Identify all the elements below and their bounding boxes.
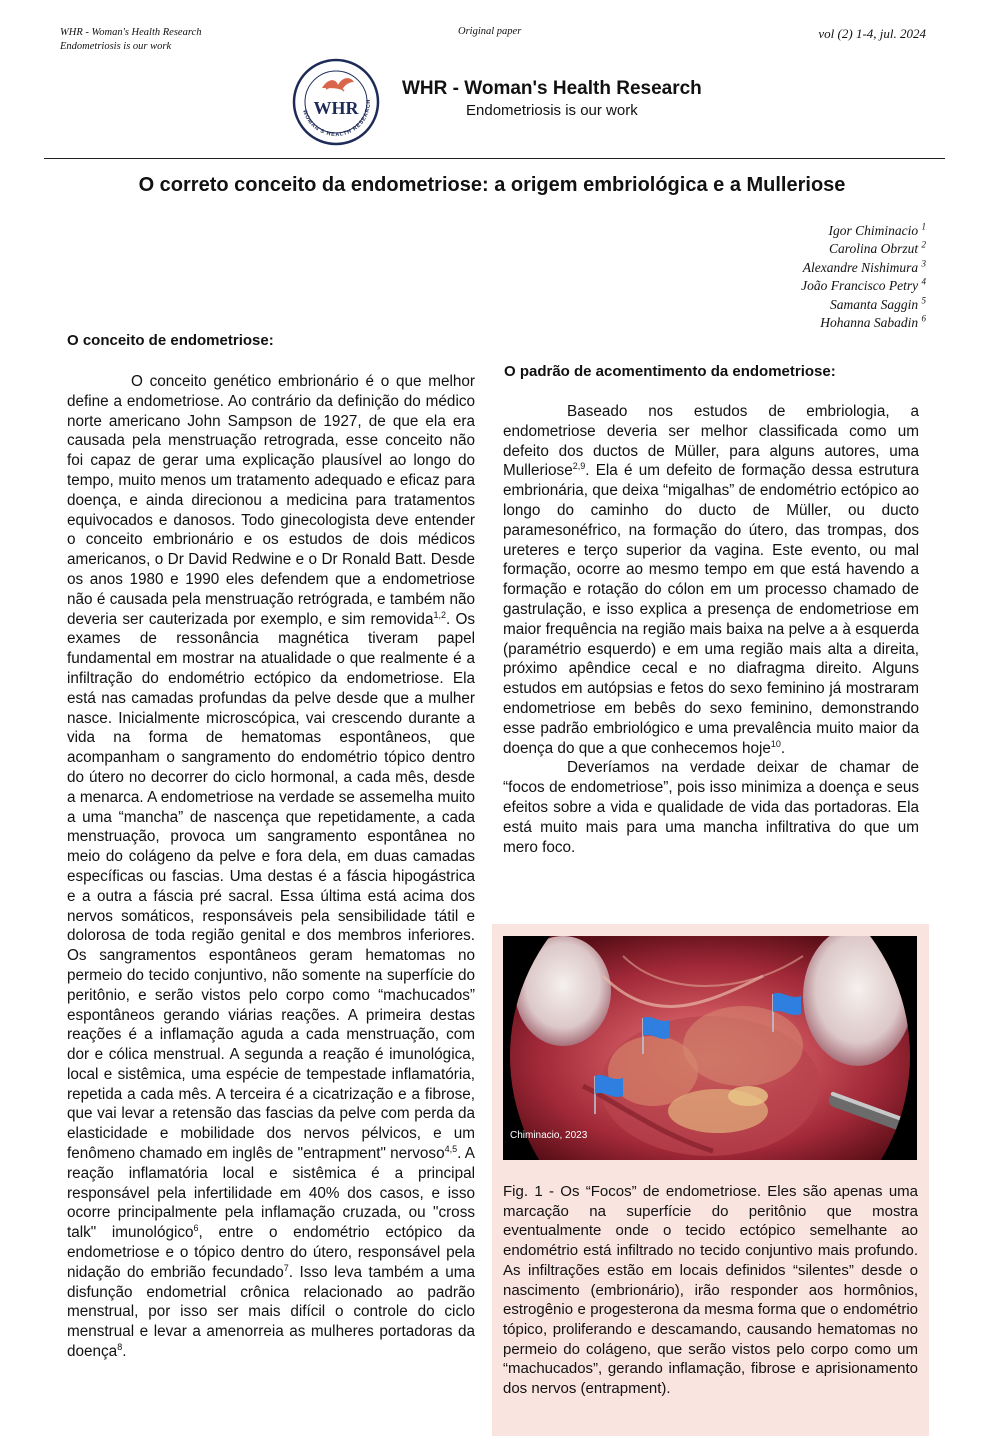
figure-box	[492, 924, 929, 1436]
image-credit: Chiminacio, 2023	[510, 1130, 588, 1141]
left-column-body	[67, 372, 475, 1362]
logo-text: WHR	[313, 98, 359, 118]
author: Igor Chiminacio $^1$	[828, 221, 926, 238]
section-heading-concept: O conceito de endometriose:	[67, 332, 274, 349]
author: Alexandre Nishimura $^3$	[802, 258, 926, 275]
paragraph: Baseado nos estudos de embriologia, a endometriose deveria ser melhor classificada como um defeito dos ductos de Müller, para alguns autores, uma Mulleriose$^{2,9}$. Ela é um defeito de formação dessa estrutura embrionária, que deixa “migalhas” de endométrio ectópico ao longo do caminho do ducto de Müller, ou ducto paramesonéfrico, na formação do útero, das trompas, dos ureteres e terço superior da vagina. Este evento, ou mal formação, ocorre ao mesmo tempo em que está havendo a formação e rotação do cólon em um processo chamado de gastrulação, e isso explica a presença de endometriose em maior frequência na região mais baixa na pelve a à esquerda (paramétrio esquerdo) e em uma região mais alta a direita, próximo apêndice cecal e no diafragma direito. Alguns estudos em autópsias e fetos do sexo feminino já mostraram endometriose em bebês do sexo feminino, demonstrando esse padrão embriológico e uma prevalência muito maior da doença do que a que conhecemos hoje$^{10}$.	[503, 403, 919, 757]
laparoscopy-image	[503, 936, 917, 1160]
header-volume: vol (2) 1-4, jul. 2024	[818, 26, 926, 41]
author: João Francisco Petry $^4$	[801, 276, 926, 294]
section-heading-pattern: O padrão de acomentimento da endometriose:	[504, 363, 836, 380]
author: Carolina Obrzut $^2$	[828, 239, 926, 257]
logo-ring-text: WOMAN'S HEALTH RESEARCH	[301, 98, 373, 139]
author-list	[801, 222, 926, 332]
author: Hohanna Sabadin $^6$	[820, 313, 926, 331]
header-journal-tagline: Endometriosis is our work	[60, 41, 172, 52]
header-journal-name: WHR - Woman's Health Research	[60, 27, 202, 38]
figure-caption: Fig. 1 - Os “Focos” de endometriose. Eles são apenas uma marcação na superfície do peritônio que mostra eventualmente onde o tecido ectópico semelhante ao endométrio está infiltrado no tecido conjuntivo mais profundo. As infiltrações estão em locais definidos “silentes” desde o nascimento (embrionário), irão responder aos hormônios, estrogênio e progesterona da mesma forma que o endométrio tópico, proliferando e descamando, causando hematomas no permeio do colágeno, que serão vistos pelo corpo como um “machucados”, gerando inflamação, fibrose e aprisionamento dos nervos (entrapment).	[503, 1183, 918, 1398]
paper-title: O correto conceito da endometriose: a origem embriológica e a Mulleriose	[138, 174, 846, 196]
header-divider	[44, 158, 945, 159]
paragraph: O conceito genético embrionário é o que melhor define a endometriose. Ao contrário da definição do médico norte americano John Sampson de 1927, de que ela era causada pela menstruação retrograda, esse conceito não foi capaz de gerar uma explicação plausível ao longo do tempo, muito menos um tratamento adequado e eficaz para doença, e ainda direcionou a medicina para tratamentos equivocados e danosos. Todo ginecologista deve entender o conceito embrionário e os estudos de dois médicos americanos, o Dr David Redwine e o Dr Ronald Batt. Desde os anos 1980 e 1990 eles defendem que a endometriose não é causada pela menstruação retrógrada, e também não deveria ser cauterizada por exemplo, e sim removida$^{1,2}$. Os exames de ressonância magnética tiveram papel fundamental em mostrar na atualidade o que realmente é a infiltração do endométrio ectópico da endometriose. Ela está nas camadas profundas da pelve desde que a mulher nasce. Inicialmente microscópica, vai crescendo durante a vida na forma de hematomas espontâneos, que acompanham o sangramento do endométrio tópico dentro do útero no decorrer do ciclo hormonal, a cada mês, desde a menarca. A endometriose na verdade se assemelha muito a uma “mancha” de nascença que repetidamente, a cada menstruação, provoca um sangramento espontânea no meio do colágeno da pelve e fora dela, em duas camadas específicas ou fascias. Uma destas é a fáscia hipogástrica e a outra a fáscia pré sacral. Essa última está acima dos nervos somáticos, responsáveis pela sensibilidade tátil e dolorosa de toda região genital e dos membros inferiores. Os sangramentos espontâneos geram hematomas no permeio do tecido conjuntivo, não somente na superfície do peritônio, e serão vistos pelo corpo como “machucados” espontâneos gerando viárias reações. A primeira destas reações é a inflamação aguda a cada menstruação, com dor e cólica menstrual. A segunda a reação é imunológica, local e sistêmica, uma espécie de tempestade inflamatória, repetida a cada mês. A terceira é a cicatrização e a fibrose, que vai levar a retensão das fascias da pelve com perda da elasticidade e mobilidade dos nervos pélvicos, e um fenômeno chamado em inglês de "entrapment" nervoso$^{4,5}$. A reação inflamatória local e sistêmica é a principal responsável pela infertilidade em 40% dos casos, e isso ocorre principalmente pela inflamação cruzada, ou "cross talk" imunológico$^6$, entre o endométrio ectópico da endometriose e o tópico dentro do útero, responsável pela nidação do embrião fecundado$^7$. Isso leva também a uma disfunção endometrial crônica relacionado ao padrão menstrual, por isso ser mais difícil o controle do ciclo menstrual e levar a amenorreia as mulheres portadoras da doença$^8$.	[67, 373, 476, 1361]
whr-logo	[292, 58, 380, 146]
journal-title: WHR - Woman's Health Research	[402, 78, 702, 99]
header-article-type: Original paper	[458, 26, 522, 37]
journal-subtitle: Endometriosis is our work	[466, 102, 638, 119]
author: Samanta Saggin $^5$	[829, 295, 926, 312]
right-column-body	[503, 402, 919, 857]
running-header-left	[60, 26, 201, 54]
paragraph: Deveríamos na verdade deixar de chamar de “focos de endometriose”, pois isso minimiza a doença e seus efeitos sobre a vida e qualidade de vida das portadoras. Ela está muito mais para uma mancha infiltrativa do que um mero foco.	[503, 759, 919, 856]
